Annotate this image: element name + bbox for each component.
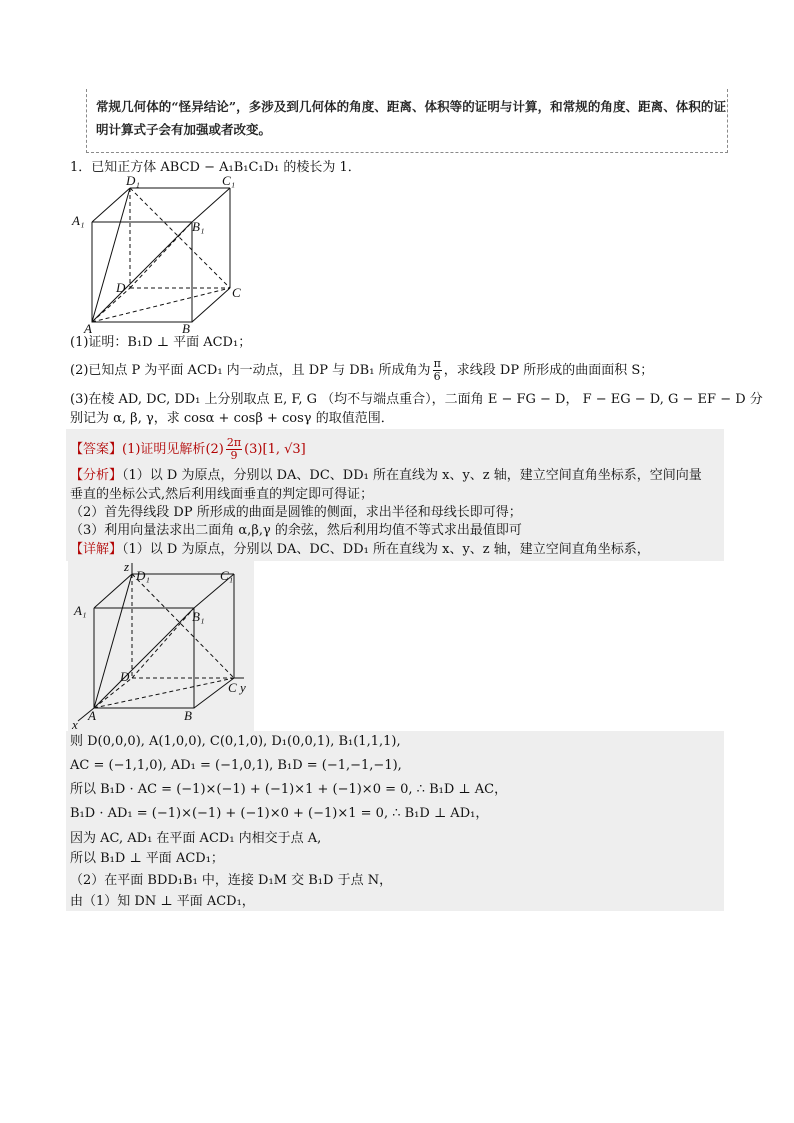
- fig2-label-y: y: [240, 680, 246, 695]
- fig2-label-C1: C₁: [220, 568, 234, 583]
- part2-fraction-num: π: [433, 357, 441, 370]
- detail-line6: 因为 AC, AD₁ 在平面 ACD₁ 内相交于点 A,: [70, 831, 322, 846]
- fig1-label-A: A: [84, 321, 92, 335]
- detail-line5: B₁D · AD₁ = (−1)×(−1) + (−1)×0 + (−1)×1 = 0, ∴ B₁D ⊥ AD₁，: [70, 806, 489, 821]
- detail-text-1: （1）以 D 为原点，分别以 DA、DC、DD₁ 所在直线为 x、y、z 轴，建立空间直角坐标系，: [122, 542, 650, 557]
- fig2-label-A1: A₁: [74, 603, 87, 618]
- analysis-line4: （3）利用向量法求出二面角 α,β,γ 的余弦，然后利用均值不等式求出最值即可: [70, 523, 522, 538]
- fig2-label-B: B: [184, 708, 192, 723]
- fig1-label-A1: A₁: [72, 213, 85, 228]
- analysis-tag: 【分析】: [70, 468, 123, 483]
- detail-line7: 所以 B₁D ⊥ 平面 ACD₁；: [70, 851, 224, 866]
- fig1-label-D: D: [116, 280, 126, 295]
- detail-line3: AC = (−1,1,0), AD₁ = (−1,0,1), B₁D = (−1,−1,−1),: [70, 758, 402, 773]
- problem-statement: 1．已知正方体 ABCD − A₁B₁C₁D₁ 的棱长为 1．: [70, 160, 361, 175]
- detail-tag: 【详解】: [70, 542, 123, 557]
- part2-fraction: [433, 358, 442, 383]
- fig1-label-C1: C₁: [222, 175, 236, 188]
- problem-part2: [70, 358, 653, 383]
- answer-part2-num: 2π: [226, 436, 242, 449]
- cube-figure-2: [68, 561, 254, 731]
- problem-part3-line1: (3)在棱 AD, DC, DD₁ 上分别取点 E, F, G （均不与端点重合），二面角 E − FG − D， F − EG − D, G − EF − D 分: [70, 392, 763, 407]
- answer-part2-den: 9: [230, 449, 238, 462]
- fig2-label-x: x: [72, 717, 78, 731]
- fig1-label-C: C: [232, 285, 241, 300]
- fig1-label-B: B: [182, 321, 190, 335]
- part2-text-a: (2)已知点 P 为平面 ACD₁ 内一动点，且 DP 与 DB₁ 所成角为: [70, 363, 431, 378]
- answer-line: [70, 437, 306, 462]
- answer-tag: 【答案】: [70, 442, 123, 457]
- analysis-text-1: （1）以 D 为原点，分别以 DA、DC、DD₁ 所在直线为 x、y、z 轴，建立空间直角坐标系，空间向量: [122, 468, 702, 483]
- detail-line8: （2）在平面 BDD₁B₁ 中，连接 D₁M 交 B₁D 于点 N，: [70, 873, 393, 888]
- fig2-label-z: z: [124, 561, 130, 574]
- answer-part1: (1)证明见解析: [122, 442, 206, 457]
- analysis-line1: [70, 467, 702, 485]
- part2-fraction-den: 6: [433, 370, 441, 383]
- detail-line9: 由（1）知 DN ⊥ 平面 ACD₁，: [70, 894, 255, 909]
- part2-text-b: ，求线段 DP 所形成的曲面面积 S；: [443, 363, 654, 378]
- cube-figure-1: [70, 175, 250, 335]
- problem-part3-line2: 别记为 α, β, γ，求 cosα + cosβ + cosγ 的取值范围．: [70, 411, 394, 426]
- answer-part2-prefix: (2): [205, 442, 224, 457]
- intro-note-text: 常规几何体的“怪异结论”，多涉及到几何体的角度、距离、体积等的证明与计算，和常规的角度、距离、体积的证明计算式子会有加强或者改变。: [96, 99, 726, 137]
- fig1-label-D1: D₁: [126, 175, 140, 188]
- fig2-label-D1: D₁: [136, 568, 150, 583]
- fig1-label-B1: B₁: [192, 219, 205, 234]
- fig2-label-D: D: [120, 669, 130, 684]
- detail-line1: [70, 541, 650, 559]
- detail-line2: 则 D(0,0,0), A(1,0,0), C(0,1,0), D₁(0,0,1), B₁(1,1,1),: [70, 734, 401, 749]
- fig2-label-B1: B₁: [192, 609, 205, 624]
- answer-part2-fraction: [226, 437, 242, 462]
- fig2-label-C: C: [228, 680, 237, 695]
- analysis-line3: （2）首先得线段 DP 所形成的曲面是圆锥的侧面，求出半径和母线长即可得；: [70, 505, 522, 520]
- analysis-line2: 垂直的坐标公式,然后利用线面垂直的判定即可得证；: [70, 487, 374, 502]
- problem-part1: (1)证明：B₁D ⊥ 平面 ACD₁；: [70, 335, 252, 350]
- answer-part3: (3)[1, √3]: [244, 442, 306, 457]
- fig2-label-A: A: [88, 708, 96, 723]
- detail-line4: 所以 B₁D · AC = (−1)×(−1) + (−1)×1 + (−1)×0 = 0, ∴ B₁D ⊥ AC，: [70, 782, 508, 797]
